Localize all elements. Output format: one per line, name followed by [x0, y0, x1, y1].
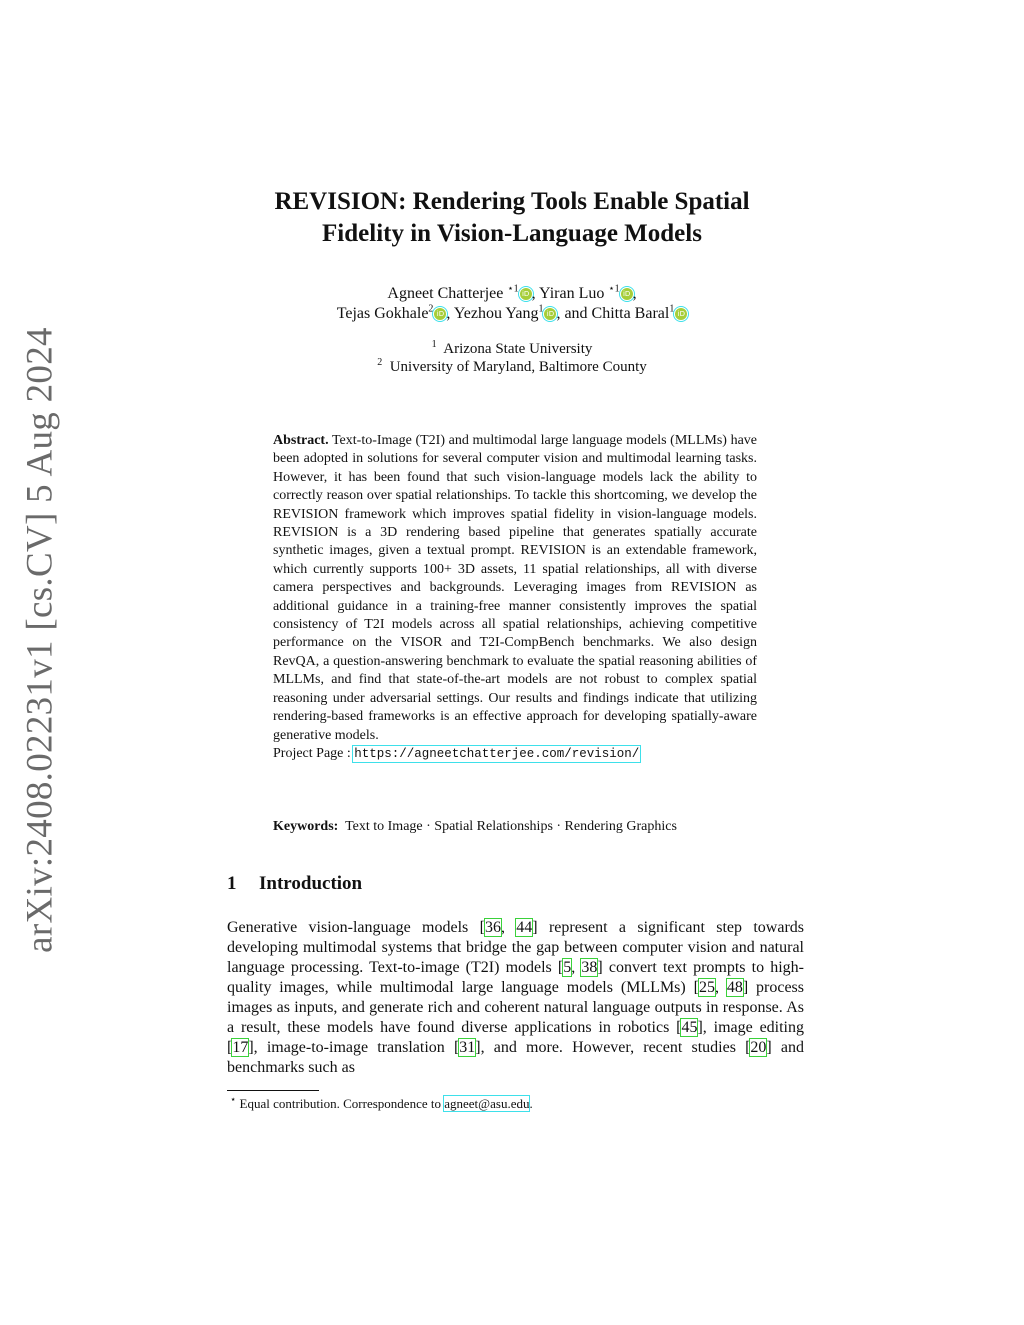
footnote-mark: ⋆ [230, 1094, 237, 1106]
citation-link[interactable]: 25 [698, 979, 715, 996]
author-affiliation-mark: ⋆1 [608, 283, 620, 295]
orcid-icon[interactable]: iD [621, 288, 633, 300]
project-page-link[interactable]: https://agneetchatterjee.com/revision/ [354, 746, 640, 761]
author-name: Agneet Chatterjee [387, 285, 508, 302]
citation-link[interactable]: 31 [459, 1039, 476, 1056]
section-heading [227, 873, 362, 895]
body-text: Generative vision-language models [227, 919, 480, 936]
author-name: , and Chitta Baral [556, 305, 670, 322]
section-title: Introduction [259, 873, 363, 894]
author-affiliation-mark: 1 [538, 303, 544, 315]
author-affiliation-mark: ⋆1 [507, 283, 519, 295]
footnote [230, 1096, 533, 1112]
title-line-2: Fidelity in Vision-Language Models [322, 220, 702, 247]
author-separator: , [632, 285, 637, 302]
citation-link[interactable]: 5 [563, 959, 572, 976]
orcid-icon[interactable]: iD [675, 308, 687, 320]
orcid-icon[interactable]: iD [520, 288, 532, 300]
affiliation-mark: 1 [431, 339, 437, 350]
citation-link[interactable]: 20 [750, 1039, 767, 1056]
body-text: and benchmarks such as [227, 1039, 805, 1076]
author-affiliation-mark: 1 [669, 303, 675, 315]
footnote-text: Equal contribution. Correspondence to [236, 1096, 445, 1111]
affiliation-2 [0, 358, 1024, 376]
email-link[interactable]: agneet@asu.edu [444, 1096, 530, 1111]
abstract-text: Text-to-Image (T2I) and multimodal large language models (MLLMs) have been adopted in solutions for several computer vision and multimodal learning tasks. However, it has been found that such vision-language models lack the ability to correctly reason over spatial relationships. To tackle this shortcoming, we develop the REVISION framework which improves spatial fidelity in vision-language models. REVISION is a 3D rendering based pipeline that generates spatially accurate synthetic images, given a textual prompt. REVISION is an extendable framework, which currently supports 100+ 3D assets, 11 spatial relationships, all with diverse camera perspectives and backgrounds. Leveraging images from REVISION as additional guidance in a training-free manner consistently improves the spatial consistency of T2I models across all spatial relationships, achieving competitive performance on the VISOR and T2I-CompBench benchmarks. We also design RevQA, a question-answering benchmark to evaluate the spatial reasoning abilities of MLLMs, and find that state-of-the-art models are not robust to complex spatial reasoning under adversarial settings. Our results and findings indicate that utilizing rendering-based frameworks is an effective approach for developing spatially-aware generative models. [273, 433, 758, 743]
citation-link[interactable]: 17 [232, 1039, 249, 1056]
citation-link[interactable]: 36 [484, 919, 501, 936]
author-name: , Yiran Luo [531, 285, 609, 302]
body-text: convert text prompts to high-quality images, while multimodal large language models (MLLMs) [227, 959, 805, 996]
citation-link[interactable]: 38 [581, 959, 598, 976]
orcid-icon[interactable]: iD [434, 308, 446, 320]
affiliation-name: University of Maryland, Baltimore County [389, 359, 647, 375]
section-number: 1 [227, 873, 237, 894]
abstract [273, 432, 757, 763]
affiliation-mark: 2 [377, 357, 383, 368]
abstract-label: Abstract. [273, 433, 329, 448]
introduction-paragraph: Generative vision-language models [36, 44] represent a significant step towards developing multimodal systems that bridge the gap between computer vision and natural language processing. Text-to-image (T2I) models [5, 38] convert text prompts to high-quality images, while multimodal large language models (MLLMs) [25, 48] process images as inputs, and generate rich and coherent natural language outputs in response. As a result, these models have found diverse applications in robotics [45], image editing [17], image-to-image translation [31], and more. However, recent studies [20] and benchmarks such as [227, 919, 805, 1076]
body-text: process images as inputs, and generate rich and coherent natural language outputs in response. As a result, these models have found diverse applications in robotics [227, 979, 804, 1036]
body-text: , image editing [702, 1019, 804, 1036]
keywords-text: Text to Image · Spatial Relationships · Rendering Graphics [345, 819, 677, 834]
author-line-1 [0, 284, 1024, 304]
author-name: , Yezhou Yang [446, 305, 539, 322]
citation-link[interactable]: 44 [516, 919, 533, 936]
affiliation-1 [0, 340, 1024, 358]
citation-link[interactable]: 45 [681, 1019, 698, 1036]
author-affiliation-mark: 2 [428, 303, 434, 315]
title-line-1: REVISION: Rendering Tools Enable Spatial [274, 188, 750, 215]
keywords [273, 818, 773, 836]
arxiv-identifier-stamp: arXiv:2408.02231v1 [cs.CV] 5 Aug 2024 [19, 327, 61, 953]
paper-title [0, 186, 1024, 250]
footnote-rule [227, 1090, 319, 1091]
keywords-label: Keywords: [273, 819, 339, 834]
affiliation-name: Arizona State University [443, 341, 593, 357]
author-line-2 [0, 304, 1024, 324]
orcid-icon[interactable]: iD [544, 308, 556, 320]
author-name: Tejas Gokhale [336, 305, 429, 322]
footnote-end: . [529, 1096, 533, 1111]
body-text: represent a significant step towards developing multimodal systems that bridge the gap between computer vision and natural language processing. Text-to-image (T2I) models [227, 919, 805, 976]
body-text: , and more. However, recent studies [480, 1039, 746, 1056]
project-page-label: Project Page : [273, 745, 355, 761]
body-text: , image-to-image translation [253, 1039, 454, 1056]
citation-link[interactable]: 48 [726, 979, 743, 996]
